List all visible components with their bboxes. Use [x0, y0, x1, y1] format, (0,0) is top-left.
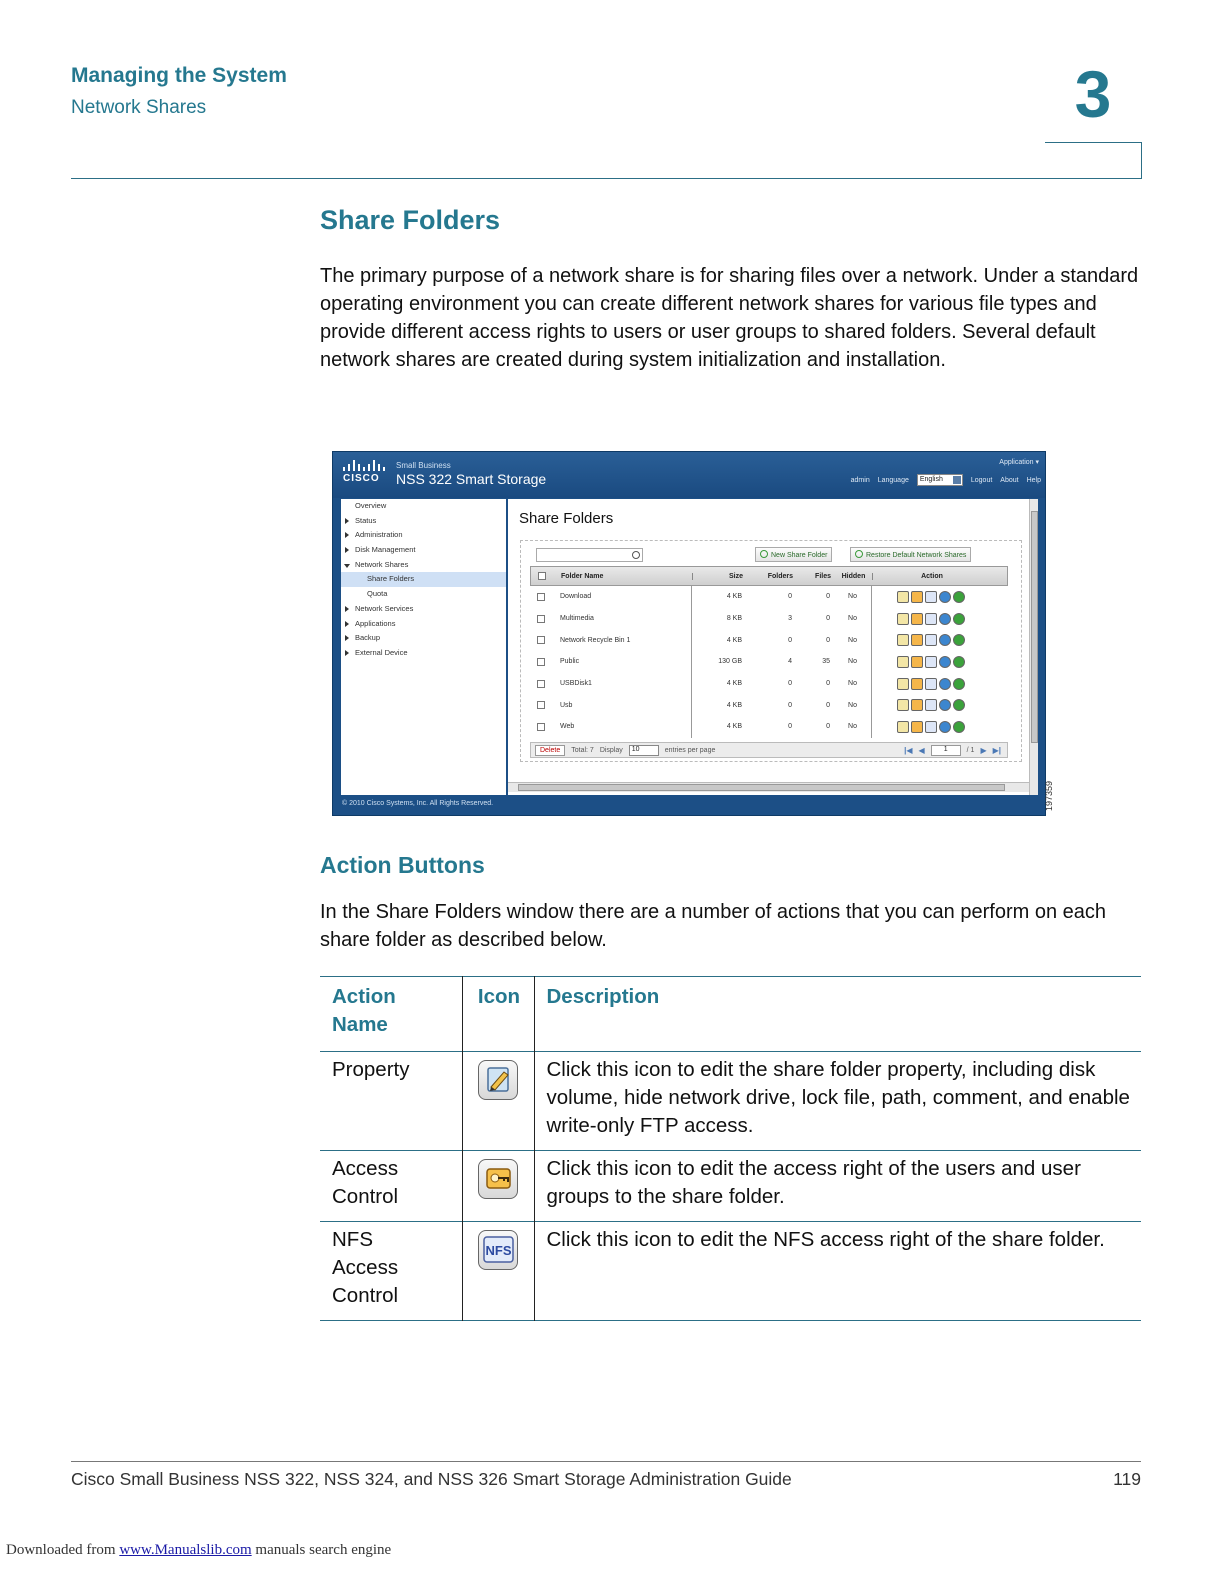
file-count: 0 — [826, 636, 830, 644]
application-menu[interactable]: Application ▾ — [999, 459, 1039, 466]
nav-item-overview[interactable] — [341, 499, 506, 514]
product-name: NSS 322 Smart Storage — [396, 471, 547, 487]
nav-item-quota[interactable] — [341, 587, 506, 602]
nav-item-status[interactable] — [341, 514, 506, 529]
row-checkbox[interactable] — [537, 636, 545, 644]
cisco-bars-icon — [343, 460, 385, 471]
header-action-name: Action Name — [332, 985, 396, 1036]
figure-number — [1046, 779, 1062, 819]
hidden-flag: No — [834, 673, 872, 695]
nav-label: Share Folders — [367, 574, 415, 584]
property-edit-icon — [478, 1060, 518, 1100]
folder-name: Multimedia — [552, 608, 692, 630]
nfs-icon[interactable] — [925, 721, 937, 733]
nav-label: Administration — [355, 530, 403, 540]
expand-arrow-icon — [345, 518, 349, 524]
table-row — [320, 1222, 1141, 1321]
expand-arrow-icon — [345, 532, 349, 538]
chapter-tab-frame — [1045, 142, 1142, 179]
icon-cell — [462, 1222, 534, 1321]
download-suffix: manuals search engine — [255, 1542, 392, 1558]
col-size[interactable]: Size — [728, 572, 743, 580]
header-rule — [71, 178, 1142, 179]
intro-paragraph: The primary purpose of a network share is for sharing files over a network. Under a standard operating environment you can create different network shares for various file types and provide different access rights to users or user groups to shared folders. Several default network shares are created during system initialization and installation. — [320, 265, 1139, 371]
access-control-icon[interactable] — [911, 656, 923, 668]
access-control-icon[interactable] — [911, 613, 923, 625]
nav-label: Backup — [355, 633, 381, 643]
next-page-icon[interactable]: ▶ — [980, 745, 987, 755]
file-count: 0 — [826, 593, 830, 601]
file-count: 0 — [826, 680, 830, 688]
table-row[interactable] — [530, 629, 1008, 651]
table-row[interactable] — [530, 673, 1008, 695]
user-name: admin — [850, 476, 870, 484]
delete-button[interactable]: Delete — [535, 745, 565, 756]
scroll-thumb[interactable] — [518, 784, 1005, 791]
header-icon: Icon — [462, 977, 534, 1052]
select-all-checkbox[interactable] — [538, 572, 546, 580]
header-description: Description — [546, 985, 660, 1008]
folder-size: 8 KB — [726, 615, 742, 623]
nav-tree — [341, 499, 506, 795]
icon-cell — [462, 1052, 534, 1151]
button-label: Restore Default Network Shares — [866, 552, 967, 559]
action-description: Click this icon to edit the NFS access right of the share folder. — [546, 1228, 1105, 1251]
folder-count: 0 — [788, 593, 792, 601]
hidden-flag: No — [834, 629, 872, 651]
web-share-icon[interactable] — [939, 678, 951, 690]
web-share-icon[interactable] — [939, 591, 951, 603]
table-header-row — [320, 977, 1141, 1052]
action-name: Property — [332, 1058, 410, 1081]
nav-label: Quota — [367, 589, 388, 599]
action-intro-paragraph: In the Share Folders window there are a number of actions that you can perform on each share folder as described below. — [320, 901, 1106, 951]
action-name: Access Control — [332, 1157, 399, 1208]
action-buttons-table — [320, 976, 1141, 1321]
help-link[interactable]: Help — [1026, 476, 1041, 484]
nfs-icon[interactable] — [925, 656, 937, 668]
nav-item-share-folders[interactable] — [341, 572, 506, 587]
folder-count: 0 — [788, 680, 792, 688]
folder-count: 0 — [788, 723, 792, 731]
copyright-text: © 2010 Cisco Systems, Inc. All Rights Reserved. — [342, 800, 494, 807]
file-count: 35 — [822, 658, 830, 666]
cisco-logo — [343, 460, 385, 484]
property-edit-icon[interactable] — [897, 591, 909, 603]
row-checkbox[interactable] — [537, 680, 545, 688]
folder-name: Network Recycle Bin 1 — [552, 629, 692, 651]
folder-count: 3 — [788, 615, 792, 623]
expand-arrow-icon — [345, 650, 349, 656]
nav-item-disk-management[interactable] — [341, 543, 506, 558]
refresh-icon[interactable] — [953, 721, 965, 733]
table-row[interactable] — [530, 608, 1008, 630]
folder-name: Public — [552, 651, 692, 673]
folder-name: Download — [552, 586, 692, 608]
nfs-icon — [478, 1230, 518, 1270]
folder-size: 130 GB — [718, 658, 742, 666]
nav-item-external-device[interactable] — [341, 646, 506, 661]
folder-size: 4 KB — [726, 723, 742, 731]
folder-count: 4 — [788, 658, 792, 666]
topbar-links — [851, 474, 1041, 486]
restore-default-shares-button[interactable] — [850, 547, 971, 562]
table-row[interactable] — [530, 651, 1008, 673]
svg-text:NFS: NFS — [485, 1243, 511, 1258]
col-files[interactable]: Files — [815, 572, 831, 580]
section-title: Share Folders — [320, 205, 501, 235]
property-edit-icon[interactable] — [897, 699, 909, 711]
new-share-folder-button[interactable] — [755, 547, 832, 562]
refresh-icon[interactable] — [953, 613, 965, 625]
language-label: Language — [877, 476, 909, 484]
file-count: 0 — [826, 615, 830, 623]
web-share-icon[interactable] — [939, 656, 951, 668]
nfs-icon[interactable] — [925, 699, 937, 711]
hidden-flag: No — [834, 651, 872, 673]
scroll-thumb[interactable] — [1031, 511, 1038, 743]
folder-size: 4 KB — [726, 680, 742, 688]
access-control-icon — [478, 1159, 518, 1199]
prev-page-icon[interactable]: ◀ — [918, 745, 925, 755]
first-page-icon[interactable]: |◀ — [904, 745, 913, 755]
expand-arrow-icon — [345, 606, 349, 612]
language-select[interactable]: English — [917, 474, 963, 486]
row-checkbox[interactable] — [537, 658, 545, 666]
file-count: 0 — [826, 723, 830, 731]
hidden-flag: No — [834, 608, 872, 630]
entries-per-page-select[interactable]: 10 — [629, 745, 659, 756]
col-action: Action — [921, 572, 943, 580]
manualslib-link[interactable]: www.Manualslib.com — [119, 1542, 252, 1558]
access-control-icon[interactable] — [911, 634, 923, 646]
nav-label: Overview — [355, 501, 387, 510]
page-number: 119 — [1113, 1469, 1141, 1489]
nav-item-backup[interactable] — [341, 631, 506, 646]
nav-label: External Device — [355, 647, 408, 657]
page-title: Share Folders — [519, 510, 614, 527]
figure-number-text: 197359 — [1044, 780, 1055, 812]
hidden-flag: No — [834, 716, 872, 738]
logout-link[interactable]: Logout — [970, 476, 993, 484]
col-hidden[interactable]: Hidden — [835, 573, 873, 580]
nav-item-administration[interactable] — [341, 528, 506, 543]
cisco-wordmark: CISCO — [343, 473, 380, 484]
nav-item-network-shares[interactable] — [341, 558, 506, 573]
folder-size: 4 KB — [726, 593, 742, 601]
folder-name: Usb — [552, 694, 692, 716]
content-pane — [508, 499, 1038, 795]
nfs-icon[interactable] — [925, 634, 937, 646]
vertical-scrollbar[interactable] — [1029, 499, 1038, 795]
property-edit-icon[interactable] — [897, 634, 909, 646]
nav-label: Network Shares — [355, 559, 409, 569]
horizontal-scrollbar[interactable] — [508, 782, 1029, 792]
refresh-icon[interactable] — [953, 656, 965, 668]
expand-arrow-icon — [345, 621, 349, 627]
row-checkbox[interactable] — [537, 701, 545, 709]
col-folders[interactable]: Folders — [767, 572, 793, 580]
plus-icon — [855, 550, 863, 558]
property-edit-icon[interactable] — [897, 613, 909, 625]
nfs-icon[interactable] — [925, 678, 937, 690]
property-edit-icon[interactable] — [897, 678, 909, 690]
refresh-icon[interactable] — [953, 591, 965, 603]
access-control-icon[interactable] — [911, 678, 923, 690]
nav-label: Disk Management — [355, 545, 416, 555]
expand-arrow-icon — [345, 635, 349, 641]
download-prefix: Downloaded from — [6, 1542, 116, 1558]
table-row[interactable] — [530, 716, 1008, 738]
hidden-flag: No — [834, 694, 872, 716]
file-count: 0 — [826, 701, 830, 709]
table-row[interactable] — [530, 586, 1008, 608]
action-name: NFS Access Control — [332, 1228, 399, 1307]
footer-guide-title: Cisco Small Business NSS 322, NSS 324, and NSS 326 Smart Storage Administration Guide — [71, 1469, 792, 1489]
property-edit-icon[interactable] — [897, 656, 909, 668]
last-page-icon[interactable]: ▶| — [992, 745, 1001, 755]
nss-screenshot — [332, 451, 1046, 816]
entries-label: entries per page — [664, 746, 716, 754]
total-count: Total: 7 — [571, 746, 594, 754]
col-folder-name[interactable]: Folder Name — [553, 573, 693, 580]
expand-arrow-icon — [345, 547, 349, 553]
refresh-icon[interactable] — [953, 699, 965, 711]
web-share-icon[interactable] — [939, 699, 951, 711]
nav-item-applications[interactable] — [341, 617, 506, 632]
pagination-bar — [530, 742, 1008, 758]
access-control-icon[interactable] — [911, 591, 923, 603]
section-name: Network Shares — [71, 97, 207, 118]
subsection-title: Action Buttons — [320, 852, 485, 878]
table-header — [530, 566, 1008, 586]
action-description: Click this icon to edit the access right of the users and user groups to the share folder. — [546, 1157, 1081, 1208]
footer-rule — [71, 1461, 1141, 1462]
row-checkbox[interactable] — [537, 593, 545, 601]
table-row — [320, 1052, 1141, 1151]
nfs-icon[interactable] — [925, 591, 937, 603]
table-row — [320, 1151, 1141, 1222]
table-row[interactable] — [530, 694, 1008, 716]
icon-cell — [462, 1151, 534, 1222]
search-input[interactable] — [536, 548, 643, 562]
refresh-icon[interactable] — [953, 678, 965, 690]
web-share-icon[interactable] — [939, 721, 951, 733]
property-edit-icon[interactable] — [897, 721, 909, 733]
access-control-icon[interactable] — [911, 721, 923, 733]
display-label: Display — [599, 746, 623, 754]
app-header-bar — [333, 452, 1046, 498]
folder-name: USBDisk1 — [552, 673, 692, 695]
nav-label: Network Services — [355, 603, 414, 613]
page-total: / 1 — [966, 746, 975, 754]
chapter-number: 3 — [1074, 57, 1112, 131]
row-checkbox[interactable] — [537, 723, 545, 731]
action-description: Click this icon to edit the share folder property, including disk volume, hide network drive, lock file, path, comment, and enable write-only FTP access. — [546, 1058, 1130, 1137]
nav-label: Applications — [355, 618, 396, 628]
nav-item-network-services[interactable] — [341, 602, 506, 617]
share-folders-table — [530, 566, 1008, 738]
folder-name: Web — [552, 716, 692, 738]
about-link[interactable]: About — [1000, 476, 1019, 484]
web-share-icon[interactable] — [939, 613, 951, 625]
download-line — [6, 1542, 391, 1559]
row-checkbox[interactable] — [537, 615, 545, 623]
access-control-icon[interactable] — [911, 699, 923, 711]
folder-count: 0 — [788, 701, 792, 709]
brand-small: Small Business — [396, 461, 451, 470]
folder-size: 4 KB — [726, 636, 742, 644]
hidden-flag: No — [834, 586, 872, 608]
folder-size: 4 KB — [726, 701, 742, 709]
page-number-input[interactable]: 1 — [931, 745, 961, 756]
web-share-icon[interactable] — [939, 634, 951, 646]
nfs-icon[interactable] — [925, 613, 937, 625]
plus-icon — [760, 550, 768, 558]
folder-count: 0 — [788, 636, 792, 644]
nav-label: Status — [355, 515, 377, 525]
button-label: New Share Folder — [771, 552, 828, 559]
collapse-arrow-icon — [344, 564, 350, 568]
search-icon — [632, 551, 640, 559]
chapter-title: Managing the System — [71, 64, 287, 87]
refresh-icon[interactable] — [953, 634, 965, 646]
